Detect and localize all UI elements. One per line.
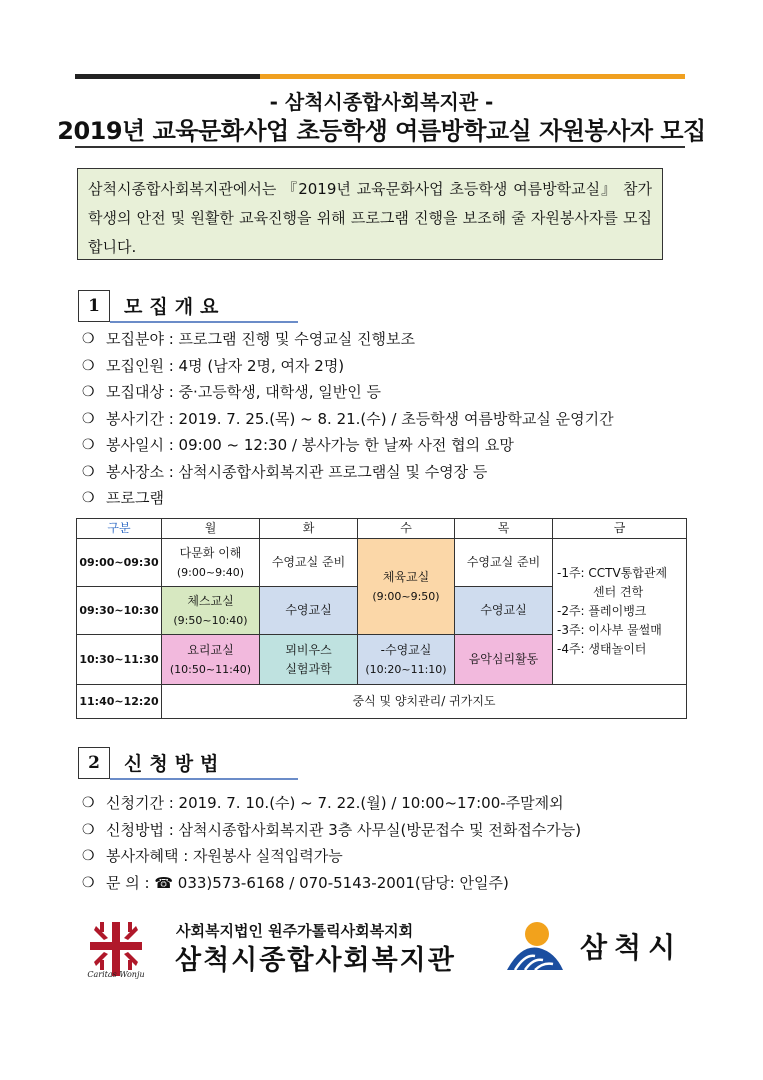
lunch-cell: 중식 및 양치관리/ 귀가지도 (162, 685, 687, 719)
section-2-list (82, 790, 581, 896)
list-item: ❍ 봉사기간 : 2019. 7. 25.(목) ~ 8. 21.(수) / 초등학생 여름방학교실 운영기간 (82, 406, 614, 433)
time-cell: 11:40~12:20 (77, 685, 162, 719)
schedule-cell: -수영교실 (10:20~11:10) (358, 635, 455, 685)
samcheok-logo-icon (505, 918, 565, 976)
list-item: ❍ 모집인원 : 4명 (남자 2명, 여자 2명) (82, 353, 614, 380)
table-row (77, 539, 687, 587)
list-item: ❍ 모집대상 : 중·고등학생, 대학생, 일반인 등 (82, 379, 614, 406)
section-2-title: 신청방법 (124, 753, 226, 775)
table-row (77, 685, 687, 719)
section-2-underline (110, 778, 298, 780)
intro-box: 삼척시종합사회복지관에서는 『2019년 교육문화사업 초등학생 여름방학교실』 참가 학생의 안전 및 원활한 교육진행을 위해 프로그램 진행을 보조해 줄 자원봉사자를 모집합니다. (77, 168, 663, 260)
page-title: 2019년 교육문화사업 초등학생 여름방학교실 자원봉사자 모집 (57, 117, 706, 145)
schedule-cell: 뫼비우스 실험과학 (260, 635, 358, 685)
bullet-icon: ❍ (82, 848, 95, 864)
list-item: ❍ 봉사일시 : 09:00 ~ 12:30 / 봉사가능 한 날짜 사전 협의 요망 (82, 432, 614, 459)
top-rule-orange (260, 74, 685, 79)
top-rule-dark (75, 74, 260, 79)
bullet-icon: ❍ (82, 821, 95, 838)
schedule-cell: 요리교실 (10:50~11:40) (162, 635, 260, 685)
list-item: ❍ 문 의 : ☎ 033)573-6168 / 070-5143-2001(담당: 안일주) (82, 870, 581, 897)
section-1-title: 모집개요 (124, 296, 226, 318)
schedule-cell: 체육교실 (9:00~9:50) (358, 539, 455, 635)
header-cell: 금 (553, 519, 687, 539)
schedule-cell: 수영교실 준비 (455, 539, 553, 587)
section-2-number: 2 (78, 747, 110, 779)
header-cell: 화 (260, 519, 358, 539)
bullet-icon: ❍ (82, 874, 95, 891)
header-cell: 수 (358, 519, 455, 539)
bullet-icon: ❍ (82, 384, 95, 400)
time-cell: 09:30~10:30 (77, 587, 162, 635)
bullet-icon: ❍ (82, 410, 95, 427)
bullet-icon: ❍ (82, 331, 95, 347)
schedule-cell-friday: -1주: CCTV통합관제 센터 견학 -2주: 플레이뱅크 -3주: 이사부 물썰매 -4주: 생태놀이터 (553, 539, 687, 685)
bullet-icon: ❍ (82, 437, 95, 453)
city-name: 삼척시 (580, 931, 683, 964)
header-cell: 구분 (77, 519, 162, 539)
schedule-cell: 음악심리활동 (455, 635, 553, 685)
top-rule (75, 74, 685, 79)
header-cell: 목 (455, 519, 553, 539)
page-subtitle: - 삼척시종합사회복지관 - (269, 90, 494, 114)
bullet-icon: ❍ (82, 357, 95, 374)
bullet-icon: ❍ (82, 490, 95, 506)
time-cell: 09:00~09:30 (77, 539, 162, 587)
bullet-icon: ❍ (82, 795, 95, 811)
bullet-icon: ❍ (82, 463, 95, 480)
list-item: ❍ 신청방법 : 삼척시종합사회복지관 3층 사무실(방문접수 및 전화접수가능) (82, 817, 581, 844)
list-item: ❍ 봉사자혜택 : 자원봉사 실적입력가능 (82, 843, 581, 870)
org-parent: 사회복지법인 원주가톨릭사회복지회 (176, 922, 414, 940)
schedule-cell: 체스교실 (9:50~10:40) (162, 587, 260, 635)
org-name: 삼척시종합사회복지관 (175, 945, 456, 976)
header-cell: 월 (162, 519, 260, 539)
section-1-number: 1 (78, 290, 110, 322)
caritas-label: Caritas Wonju (87, 970, 145, 979)
schedule-cell: 다문화 이해 (9:00~9:40) (162, 539, 260, 587)
list-item: ❍ 봉사장소 : 삼척시종합사회복지관 프로그램실 및 수영장 등 (82, 459, 614, 486)
time-cell: 10:30~11:30 (77, 635, 162, 685)
list-item: ❍ 모집분야 : 프로그램 진행 및 수영교실 진행보조 (82, 326, 614, 353)
table-header-row (77, 519, 687, 539)
schedule-cell: 수영교실 (260, 587, 358, 635)
schedule-table (76, 518, 687, 719)
schedule-cell: 수영교실 (455, 587, 553, 635)
schedule-cell: 수영교실 준비 (260, 539, 358, 587)
section-1-underline (110, 321, 298, 323)
list-item: ❍ 신청기간 : 2019. 7. 10.(수) ~ 7. 22.(월) / 10:00~17:00-주말제외 (82, 790, 581, 817)
list-item: ❍ 프로그램 (82, 485, 614, 512)
section-1-list (82, 326, 614, 512)
title-rule (75, 146, 685, 148)
